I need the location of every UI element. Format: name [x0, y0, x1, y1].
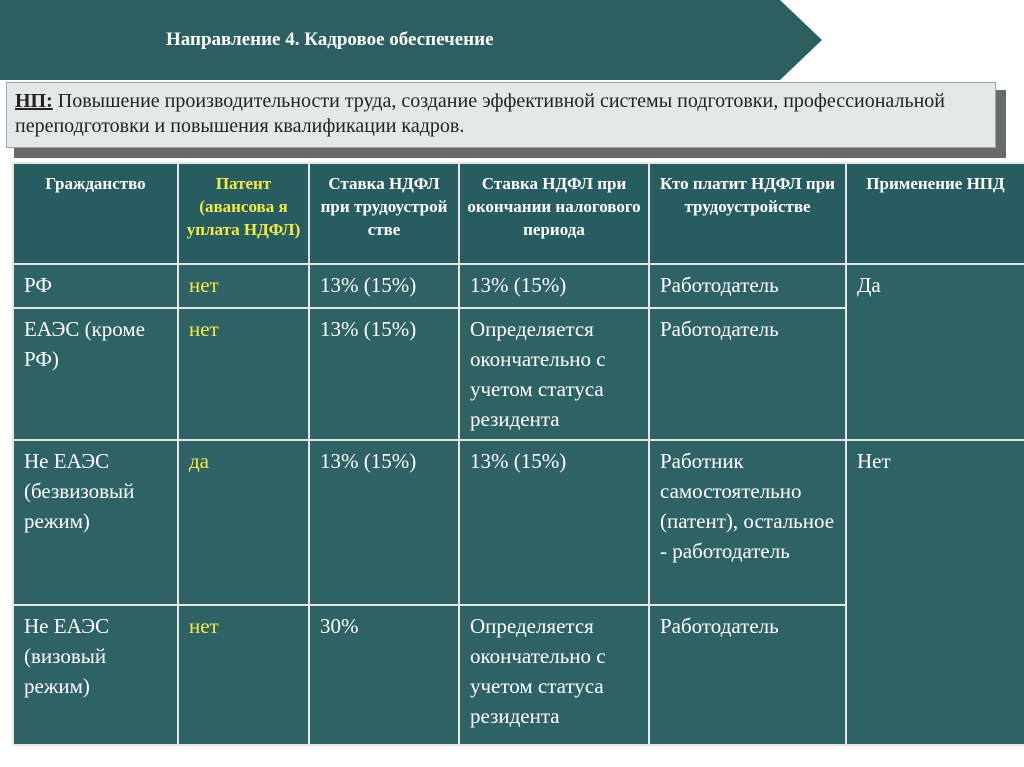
cell-payer: Работодатель	[649, 264, 846, 308]
cell-payer: Работодатель	[649, 605, 846, 745]
table-row	[13, 264, 1024, 308]
cell-rate-end: 13% (15%)	[459, 440, 649, 605]
cell-citizenship: ЕАЭС (кроме РФ)	[13, 308, 178, 440]
cell-citizenship: РФ	[13, 264, 178, 308]
np-box	[6, 82, 996, 148]
header-rate-hire: Ставка НДФЛ при трудоустрой стве	[309, 163, 459, 264]
header-payer: Кто платит НДФЛ при трудоустройстве	[649, 163, 846, 264]
cell-rate-end: Определяется окончательно с учетом статуса резидента	[459, 605, 649, 745]
table-row	[13, 440, 1024, 605]
np-text: Повышение производительности труда, создание эффективной системы подготовки, профессиональной переподготовки и повышения квалификации кадров.	[15, 90, 945, 137]
header-rate-end: Ставка НДФЛ при окончании налогового периода	[459, 163, 649, 264]
header-citizenship: Гражданство	[13, 163, 178, 264]
table-header-row	[13, 163, 1024, 264]
header-npd: Применение НПД	[846, 163, 1024, 264]
cell-npd: Нет	[846, 440, 1024, 745]
cell-citizenship: Не ЕАЭС (визовый режим)	[13, 605, 178, 745]
tax-table	[12, 162, 1024, 767]
cell-patent: да	[178, 440, 309, 605]
cell-payer: Работник самостоятельно (патент), остальное - работодатель	[649, 440, 846, 605]
cell-rate-end: 13% (15%)	[459, 264, 649, 308]
cell-patent: нет	[178, 605, 309, 745]
cell-npd: Да	[846, 264, 1024, 440]
cell-payer: Работодатель	[649, 308, 846, 440]
cell-rate-hire: 13% (15%)	[309, 264, 459, 308]
cell-citizenship: Не ЕАЭС (безвизовый режим)	[13, 440, 178, 605]
header-patent: Патент (авансова я уплата НДФЛ)	[178, 163, 309, 264]
cell-rate-hire: 13% (15%)	[309, 308, 459, 440]
cell-patent: нет	[178, 264, 309, 308]
cell-rate-end: Определяется окончательно с учетом статуса резидента	[459, 308, 649, 440]
page-title: Направление 4. Кадровое обеспечение	[166, 29, 494, 50]
cell-rate-hire: 30%	[309, 605, 459, 745]
cell-rate-hire: 13% (15%)	[309, 440, 459, 605]
cell-patent: нет	[178, 308, 309, 440]
np-label: НП:	[15, 90, 53, 112]
